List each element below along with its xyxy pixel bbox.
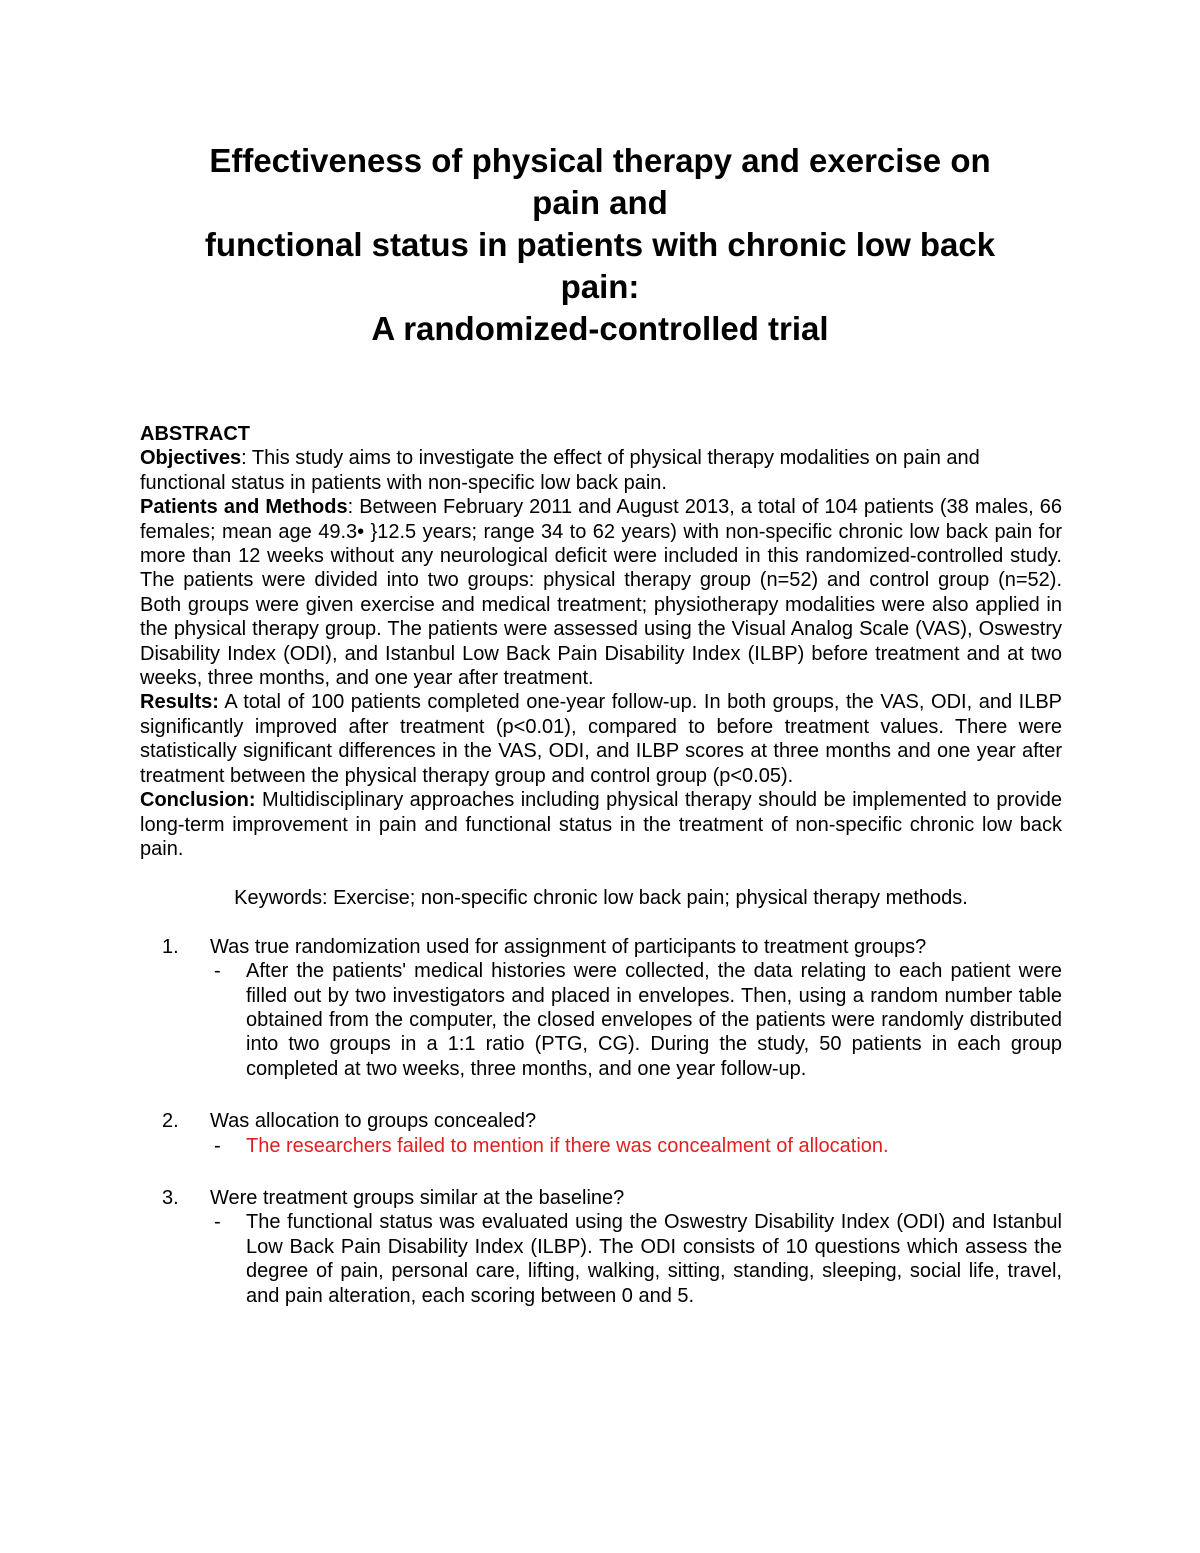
- question-3-text: [140, 1186, 1062, 1210]
- abstract-heading: ABSTRACT: [140, 423, 250, 445]
- conclusion-label: Conclusion:: [140, 789, 256, 812]
- methods-label: Patients and Methods: [140, 496, 348, 519]
- abstract-objectives: [140, 446, 1062, 495]
- question-3-answer: [140, 1210, 1062, 1308]
- paper-title: [150, 140, 1050, 350]
- abstract-conclusion: [140, 788, 1062, 861]
- question-3: [140, 1186, 1062, 1308]
- question-2: [140, 1109, 1062, 1158]
- conclusion-text: Multidisciplinary approaches including physical therapy should be implemented to provide long-term improvement in pain and functional status in the treatment of non-specific chronic low back pain.: [140, 789, 1062, 860]
- question-2-number: 2.: [162, 1110, 179, 1133]
- document-body: [140, 422, 1062, 1308]
- question-2-answer: [140, 1134, 1062, 1158]
- objectives-label: Objectives: [140, 447, 242, 470]
- question-1-number: 1.: [162, 935, 179, 958]
- objectives-text: : This study aims to investigate the effect of physical therapy modalities on pain and functional status in patients with non-specific low back pain.: [140, 447, 980, 494]
- keywords: Keywords: Exercise; non-specific chronic low back pain; physical therapy methods.: [234, 887, 968, 910]
- results-text: A total of 100 patients completed one-year follow-up. In both groups, the VAS, ODI, and ILBP significantly improved after treatment (p<0.01), compared to before treatment values. There were statistically significant differences in the VAS, ODI, and ILBP scores at three months and one year after treatment between the physical therapy group and control group (p<0.05).: [140, 691, 1062, 787]
- question-2-answer-text: The researchers failed to mention if there was concealment of allocation.: [246, 1134, 889, 1157]
- title-line-3: functional status in patients with chronic low back: [204, 226, 996, 263]
- question-2-text: [140, 1109, 1062, 1133]
- abstract-methods: [140, 495, 1062, 690]
- question-3-number: 3.: [162, 1186, 179, 1209]
- title-line-5: A randomized-controlled trial: [371, 310, 829, 347]
- question-1-answer-text: After the patients' medical histories were collected, the data relating to each patient were filled out by two investigators and placed in envelopes. Then, using a random number table obtained from the computer, the closed envelopes of the patients were randomly distributed into two groups in a 1:1 ratio (PTG, CG). During the study, 50 patients in each group completed at two weeks, three months, and one year follow-up.: [246, 960, 1062, 1080]
- question-3-dash: -: [214, 1211, 221, 1234]
- question-1: [140, 935, 1062, 1081]
- results-label: Results:: [140, 691, 219, 714]
- title-line-1: Effectiveness of physical therapy and exercise on: [209, 142, 991, 179]
- question-2-dash: -: [214, 1134, 221, 1157]
- title-line-2: pain and: [532, 184, 668, 221]
- question-3-prompt: Were treatment groups similar at the baseline?: [210, 1186, 625, 1209]
- question-1-dash: -: [214, 960, 221, 983]
- question-3-answer-text: The functional status was evaluated using the Oswestry Disability Index (ODI) and Istanbul Low Back Pain Disability Index (ILBP). The ODI consists of 10 questions which assess the degree of pain, personal care, lifting, walking, sitting, standing, sleeping, social life, travel, and pain alteration, each scoring between 0 and 5.: [246, 1211, 1062, 1307]
- methods-text: : Between February 2011 and August 2013, a total of 104 patients (38 males, 66 females; mean age 49.3• }12.5 years; range 34 to 62 years) with non-specific chronic low back pain for more than 12 weeks without any neurological deficit were included in this randomized-controlled study. The patients were divided into two groups: physical therapy group (n=52) and control group (n=52). Both groups were given exercise and medical treatment; physiotherapy modalities were also applied in the physical therapy group. The patients were assessed using the Visual Analog Scale (VAS), Oswestry Disability Index (ODI), and Istanbul Low Back Pain Disability Index (ILBP) before treatment and at two weeks, three months, and one year after treatment.: [140, 496, 1062, 690]
- title-line-4: pain:: [560, 268, 640, 305]
- question-1-text: [140, 935, 1062, 959]
- abstract-results: [140, 690, 1062, 788]
- question-1-prompt: Was true randomization used for assignment of participants to treatment groups?: [210, 935, 927, 958]
- question-2-prompt: Was allocation to groups concealed?: [210, 1110, 537, 1133]
- question-1-answer: [140, 959, 1062, 1081]
